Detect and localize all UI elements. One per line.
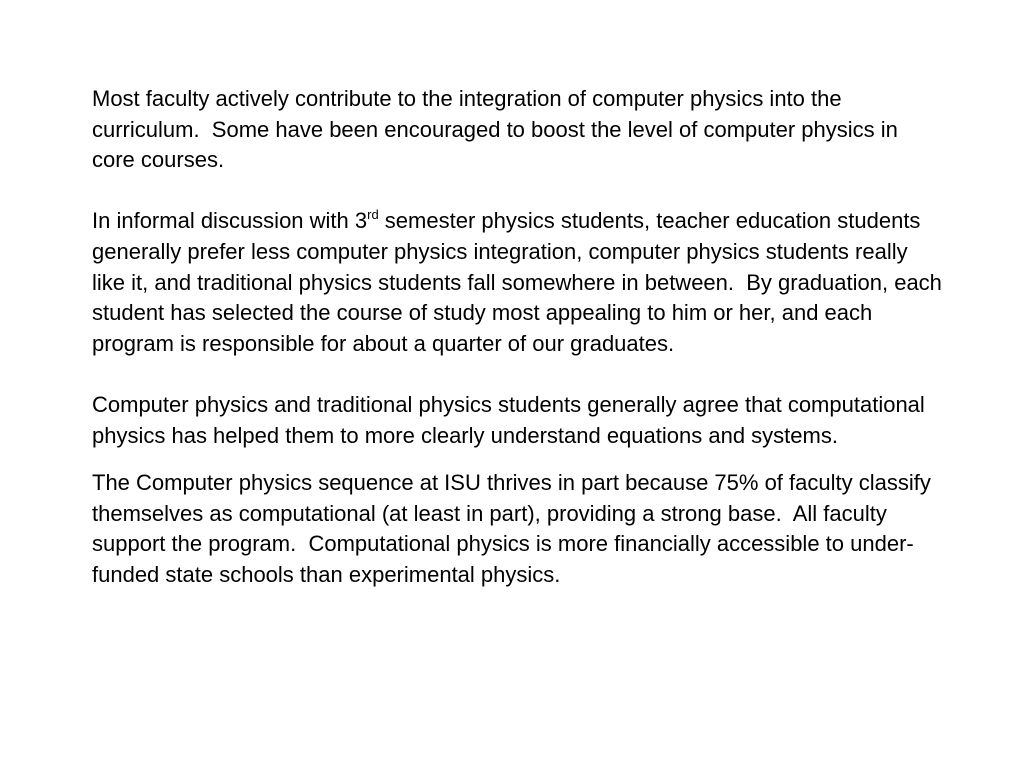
paragraph-student-discussion: [92, 206, 949, 359]
paragraph-student-discussion-start: In informal discussion with 3: [92, 208, 368, 234]
paragraph-student-discussion-rest: semester physics students, teacher education students generally prefer less computer physics integration, computer physics students really like it, and traditional physics students fall somewhere in between. By graduation, each student has selected the course of study most appealing to him or her, and each program is responsible for about a quarter of our graduates.: [92, 208, 949, 356]
paragraph-faculty-integration: Most faculty actively contribute to the integration of computer physics into the curriculum. Some have been encouraged to boost the level of computer physics in core courses.: [92, 86, 905, 173]
paragraph-student-agreement: Computer physics and traditional physics students generally agree that computational physics has helped them to more clearly understand equations and systems.: [92, 391, 931, 448]
slide-body: [92, 84, 949, 591]
ordinal-superscript: rd: [367, 207, 379, 223]
paragraph-program-sequence: The Computer physics sequence at ISU thrives in part because 75% of faculty classify themselves as computational (at least in part), providing a strong base. All faculty support the program. Computational physics is more financially accessible to under-funded state schools than experimental physics.: [92, 470, 937, 587]
